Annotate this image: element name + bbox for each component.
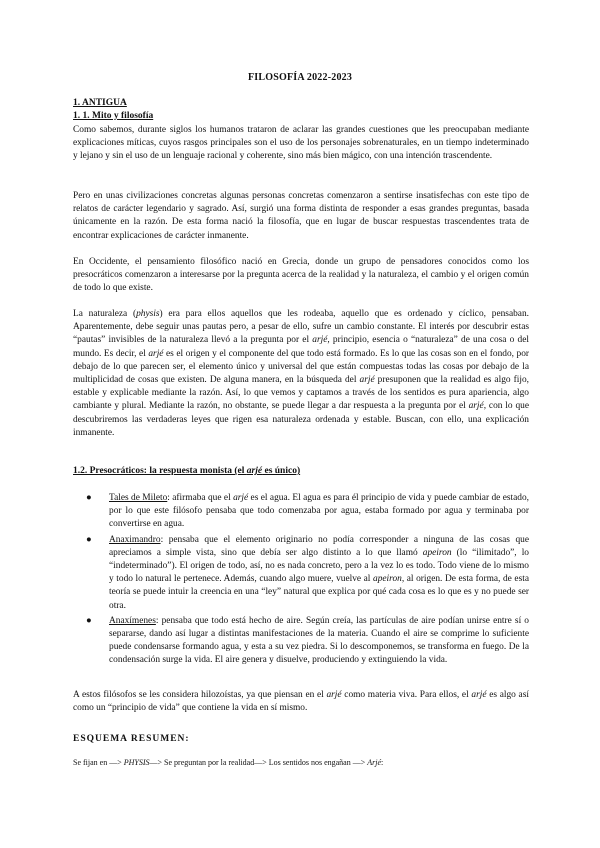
p5-arje-2: arjé (471, 690, 487, 700)
bullet-text: : pensaba que el elemento originario no podía corresponder a ninguna de las cosas que apreciamos a simple vista, sino que debía ser algo distinto a lo que llamó (109, 534, 529, 558)
p4-arje-4: arjé (468, 401, 484, 412)
bullet-text: : afirmaba que el (167, 493, 234, 503)
subsection-heading-mito-filosofia: 1. 1. Mito y filosofía (73, 111, 154, 121)
p4-text-a: La naturaleza ( (73, 309, 137, 319)
p4-arje-1: arjé (312, 335, 328, 346)
section2-text-b: es único) (262, 466, 301, 476)
p4-arje-2: arjé (148, 348, 164, 359)
section2-arje: arjé (246, 466, 263, 476)
paragraph-2: Pero en unas civilizaciones concretas algunas personas concretas comenzaron a sentirse insatisfechas con este tipo de relatos de carácter legendario y sagrado. Así, surgió una forma distinta de responder a esas grandes preguntas, basada únicamente en la razón. De esta forma nació la filosofía, que en lugar de buscar respuestas trascendentes trata de encontrar explicaciones de carácter inmanente. (73, 191, 529, 241)
bullet-text: : pensaba que todo está hecho de aire. Según creía, las partículas de aire podían unirse entre sí o separarse, dando así lugar a distintas manifestaciones de la materia. Cuando el aire se comprime lo suficiente puede condensarse formando agua, y esta a su vez piedra. Si lo descomponemos, se transforma en fuego. De la condensación surge la vida. El aire genera y disuelve, produciendo y extinguiendo la vida. (109, 615, 529, 666)
bullet-icon: ● (86, 493, 92, 503)
bullet-text: (lo “ilimitado”, lo “indeterminado”). El origen de todo, así, no es nada concreto, pero a la vez lo es todo. Todo viene de lo mismo y todo lo natural le pertenece. Además, cuando algo muere, vuelve al (109, 547, 529, 585)
list-item-anaximenes (73, 615, 529, 668)
flow-physis: PHYSIS (123, 758, 150, 767)
list-item-tales (73, 492, 529, 532)
bullet-text: al origen. De esta forma, de esta teoría se puede intuir la creencia en una “ley” natural que explica por qué cada cosa es lo que es y no puede ser otra. (109, 574, 529, 611)
p4-text-b: ) era para ellos aquellos que les rodeaba, aquello que es ordenado y cíclico, pensaban. Aparentemente, debe seguir unas pautas pero, a pesar de ello, sufre un cambio constante. El interés por descubrir estas “pautas” invisibles de la naturaleza llevó a la pregunta por el (73, 309, 530, 346)
philosopher-name: Anaximandro (109, 534, 161, 545)
p4-text-e: presuponen que la realidad es algo fijo, estable y explicable mediante la razón. Así, lo que vemos y captamos a través de los sentidos es pura apariencia, algo cambiante y plural. Mediante la razón, no obstante, se puede llegar a dar respuesta a la pregunta por el (73, 375, 529, 412)
flow-text-b: —> Se preguntan por la realidad—> Los sentidos nos engañan —> (149, 758, 368, 767)
flow-text-c: : (381, 758, 384, 767)
paragraph-4 (73, 308, 529, 440)
summary-scheme-heading: ESQUEMA RESUMEN: (73, 734, 190, 744)
p4-text-d: es el origen y el componente del que todo está formado. Es lo que las cosas son en el fondo, por debajo de lo que parecen ser, el elemento único y universal del que están compuestas todas las cosas por debajo de la multiplicidad de cosas que existen. De alguna manera, en la búsqueda del (73, 348, 530, 386)
section2-text-a: 1.2. Presocráticos: la respuesta monista (el (73, 466, 247, 476)
section-heading-antigua: 1. ANTIGUA (73, 98, 127, 108)
subsection-heading-presocraticos (73, 466, 300, 476)
bullet-arje: arjé (233, 493, 249, 503)
p4-physis: physis (136, 309, 160, 319)
bullet-text: es el agua. El agua es para él principio de vida y puede cambiar de estado, por lo que este filósofo pensaba que todo comenzaba por agua, estaba formado por agua y terminaba por convertirse en agua. (109, 493, 530, 530)
p5-text-a: A estos filósofos se les considera hilozoístas, ya que piensan en el (73, 690, 327, 700)
p5-text-c: es algo así como un “principio de vida” que contiene la vida en sí mismo. (73, 690, 529, 714)
p4-text-c: , principio, esencia o “naturaleza” de una cosa o del mundo. Es decir, el (73, 335, 529, 359)
bullet-icon: ● (86, 615, 92, 626)
page-title: FILOSOFÍA 2022-2023 (247, 72, 353, 83)
philosophers-list (73, 492, 529, 668)
philosopher-name: Anaxímenes (109, 615, 156, 626)
p4-arje-3: arjé (359, 375, 375, 386)
paragraph-5 (73, 689, 529, 715)
summary-flow-line (73, 758, 383, 767)
paragraph-3: En Occidente, el pensamiento filosófico nació en Grecia, donde un grupo de pensadores conocidos como los presocráticos comenzaron a interesarse por la pregunta acerca de la realidad y la naturaleza, el cambio y el origen común de todo lo que existe. (73, 257, 529, 294)
philosopher-name: Tales de Mileto (109, 493, 168, 503)
bullet-apeiron: apeiron (422, 547, 452, 558)
flow-arje: Arjé (367, 758, 382, 767)
p5-arje-1: arjé (326, 690, 342, 700)
bullet-icon: ● (86, 534, 92, 545)
paragraph-1: Como sabemos, durante siglos los humanos trataron de aclarar las grandes cuestiones que les preocupaban mediante explicaciones míticas, cuyos rasgos principales son el uso de los personajes sobrenaturales, en un tiempo indeterminado y lejano y sin el uso de un lenguaje racional y coherente, sino más bien mágico, con una intención trascendente. (73, 125, 529, 162)
p5-text-b: como materia viva. Para ellos, el (341, 690, 472, 700)
bullet-apeiron: apeiron, (373, 574, 405, 585)
flow-text-a: Se fijan en —> (73, 758, 124, 767)
list-item-anaximandro (73, 534, 529, 613)
p4-text-f: , con lo que descubriremos las verdaderas leyes que rigen esa naturaleza ordenada y estable. Buscan, con ello, una explicación inmanente. (73, 401, 529, 438)
